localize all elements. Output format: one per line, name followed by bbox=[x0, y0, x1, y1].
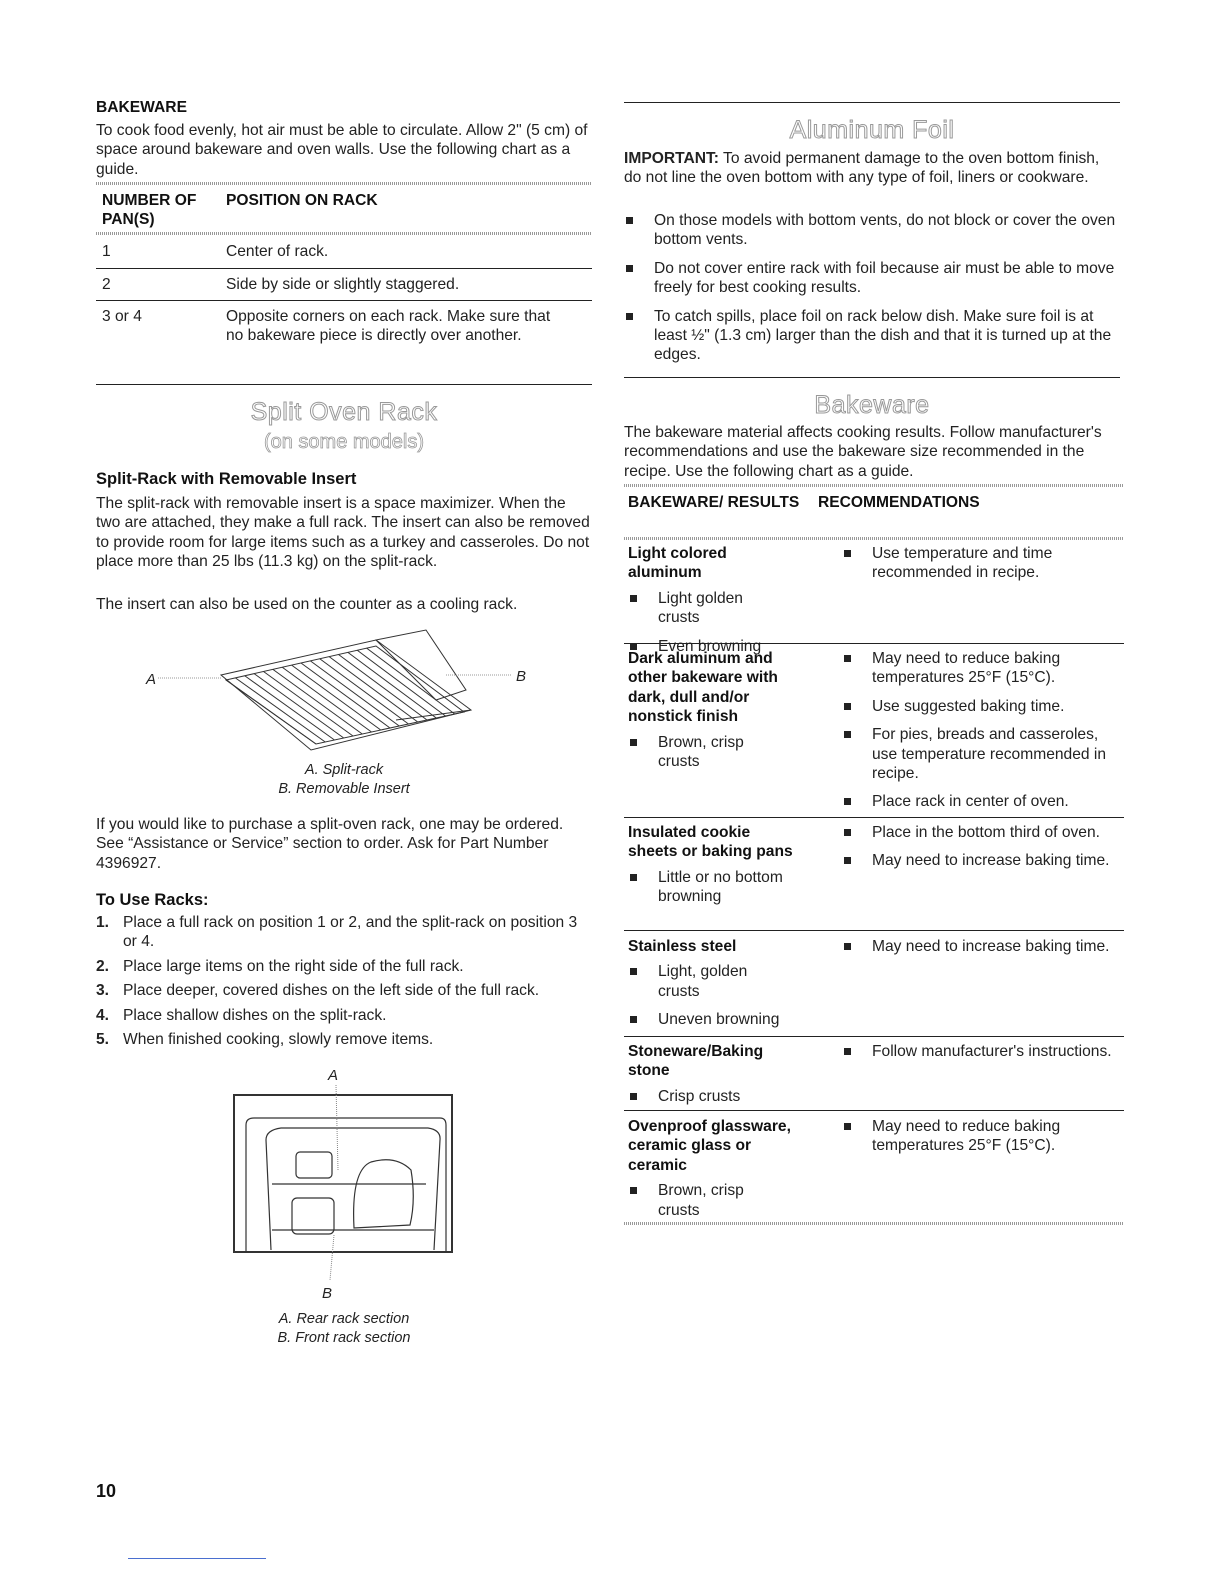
pans-cell: 3 or 4 bbox=[102, 308, 142, 325]
label-b: B bbox=[322, 1285, 333, 1300]
step bbox=[96, 981, 592, 1000]
purchase-para: If you would like to purchase a split-oven rack, one may be ordered. See “Assistance or Service” section to order. Ask for Part Number 4396927. bbox=[96, 816, 564, 872]
label-b: B bbox=[516, 668, 527, 685]
recommendations-cell bbox=[842, 544, 1118, 665]
step-number: 3. bbox=[96, 982, 110, 1000]
recommendations-cell bbox=[842, 823, 1118, 916]
recommendations-cell bbox=[842, 649, 1118, 821]
row-divider bbox=[624, 817, 1124, 818]
bakeware-cell bbox=[624, 544, 842, 665]
divider bbox=[96, 182, 592, 185]
fig1-caption-a: A. Split-rack bbox=[304, 762, 384, 778]
recommendations-cell bbox=[842, 1042, 1118, 1115]
row-divider bbox=[96, 300, 592, 301]
result-item: Brown, crisp crusts bbox=[628, 1181, 788, 1220]
result-item: Brown, crisp crusts bbox=[628, 733, 788, 772]
aluminum-foil-title: Aluminum Foil bbox=[789, 116, 955, 144]
recommendation-item: May need to increase baking time. bbox=[842, 851, 1118, 870]
result-item: Even browning bbox=[628, 637, 788, 656]
bakeware-intro-right: The bakeware material affects cooking results. Follow manufacturer's recommendations and use the bakeware size recommended in the recipe. Use the following chart as a guide. bbox=[624, 424, 1102, 480]
bullet-item: To catch spills, place foil on rack below dish. Make sure foil is at least ½" (1.3 cm) larger than the dish and that it is turned up at the edges. bbox=[624, 307, 1120, 365]
section-divider bbox=[624, 102, 1120, 103]
header-recommendations: RECOMMENDATIONS bbox=[818, 494, 980, 511]
bakeware-name: Light colored aluminum bbox=[628, 545, 727, 582]
row-divider bbox=[624, 643, 1124, 644]
table-row bbox=[624, 823, 1124, 916]
fig2-caption-a: A. Rear rack section bbox=[278, 1311, 410, 1327]
table-row bbox=[624, 937, 1124, 1039]
position-cell: Opposite corners on each rack. Make sure that no bakeware piece is directly over another. bbox=[226, 308, 551, 345]
bakeware-table-header bbox=[624, 493, 1124, 512]
fig2-caption-b: B. Front rack section bbox=[277, 1330, 411, 1346]
table-row bbox=[96, 307, 592, 346]
bakeware-name: Dark aluminum and other bakeware with dark, dull and/or nonstick finish bbox=[628, 650, 778, 726]
foil-bullets bbox=[624, 211, 1120, 365]
header-position: POSITION ON RACK bbox=[226, 192, 378, 209]
step-text: When finished cooking, slowly remove items. bbox=[123, 1031, 434, 1049]
row-divider bbox=[624, 930, 1124, 931]
divider bbox=[624, 484, 1124, 487]
recommendation-item: Use suggested baking time. bbox=[842, 697, 1118, 716]
bakeware-cell bbox=[624, 649, 842, 821]
position-cell: Center of rack. bbox=[226, 243, 329, 260]
result-item: Little or no bottom browning bbox=[628, 868, 788, 907]
cooling-rack-para: The insert can also be used on the counter as a cooling rack. bbox=[96, 596, 518, 613]
table-row bbox=[624, 544, 1124, 665]
bakeware-cell bbox=[624, 823, 842, 916]
use-racks-heading: To Use Racks: bbox=[96, 891, 209, 909]
label-a: A bbox=[146, 671, 157, 688]
result-item: Light, golden crusts bbox=[628, 962, 788, 1001]
recommendations-cell bbox=[842, 1117, 1118, 1229]
table-row bbox=[624, 1042, 1124, 1115]
split-oven-rack-subtitle: (on some models) bbox=[263, 431, 425, 453]
bakeware-cell bbox=[624, 1042, 842, 1115]
bakeware-intro: To cook food evenly, hot air must be able to circulate. Allow 2" (5 cm) of space around bakeware and oven walls. Use the following chart as a guide. bbox=[96, 122, 588, 178]
page-number: 10 bbox=[96, 1481, 117, 1501]
footer-line bbox=[128, 1558, 266, 1559]
row-divider bbox=[624, 1110, 1124, 1111]
header-pans: NUMBER OF PAN(S) bbox=[102, 192, 197, 229]
result-item: Uneven browning bbox=[628, 1010, 788, 1029]
bakeware-cell bbox=[624, 937, 842, 1039]
bullet-item: Do not cover entire rack with foil because air must be able to move freely for best cooking results. bbox=[624, 259, 1120, 298]
recommendation-item: Place rack in center of oven. bbox=[842, 792, 1118, 811]
row-divider bbox=[624, 1036, 1124, 1037]
pans-cell: 1 bbox=[102, 243, 111, 260]
table-row bbox=[624, 649, 1124, 821]
section-divider bbox=[96, 384, 592, 385]
step bbox=[96, 913, 592, 952]
recommendations-cell bbox=[842, 937, 1118, 1039]
pans-cell: 2 bbox=[102, 276, 111, 293]
bullet-item: On those models with bottom vents, do not block or cover the oven bottom vents. bbox=[624, 211, 1120, 250]
important-label: IMPORTANT: bbox=[624, 150, 719, 167]
recommendation-item: Use temperature and time recommended in recipe. bbox=[842, 544, 1118, 583]
fig1-caption-b: B. Removable Insert bbox=[278, 781, 410, 797]
oven-rack-illustration bbox=[96, 1060, 592, 1300]
use-racks-steps bbox=[96, 913, 592, 1049]
bakeware-heading: BAKEWARE bbox=[96, 99, 187, 116]
pan-table-header bbox=[96, 191, 592, 230]
step bbox=[96, 1030, 592, 1049]
step-text: Place a full rack on position 1 or 2, and the split-rack on position 3 or 4. bbox=[123, 914, 578, 951]
divider bbox=[624, 1222, 1124, 1225]
step-text: Place large items on the right side of the full rack. bbox=[123, 957, 464, 975]
bakeware-name: Stoneware/Baking stone bbox=[628, 1043, 764, 1080]
label-a: A bbox=[328, 1067, 339, 1084]
step bbox=[96, 1006, 592, 1025]
recommendation-item: May need to reduce baking temperatures 25°F (15°C). bbox=[842, 649, 1118, 688]
bakeware-cell bbox=[624, 1117, 842, 1229]
split-rack-heading: Split-Rack with Removable Insert bbox=[96, 470, 357, 488]
split-rack-para: The split-rack with removable insert is a space maximizer. When the two are attached, they make a full rack. The insert can also be removed to provide room for large items such as a turkey and casseroles. Do not place more than 25 lbs (11.3 kg) on the split-rack. bbox=[96, 495, 590, 571]
bakeware-name: Stainless steel bbox=[628, 938, 737, 955]
divider bbox=[624, 537, 1124, 540]
important-text: To avoid permanent damage to the oven bottom finish, do not line the oven bottom with any type of foil, liners or cookware. bbox=[624, 150, 1100, 187]
bakeware-title: Bakeware bbox=[814, 391, 930, 419]
step-number: 5. bbox=[96, 1031, 110, 1049]
table-row bbox=[96, 275, 592, 294]
bakeware-name: Insulated cookie sheets or baking pans bbox=[628, 824, 793, 861]
split-rack-illustration bbox=[96, 620, 592, 760]
step-text: Place deeper, covered dishes on the left side of the full rack. bbox=[123, 982, 540, 1000]
table-row bbox=[624, 1117, 1124, 1229]
recommendation-item: May need to reduce baking temperatures 25°F (15°C). bbox=[842, 1117, 1118, 1156]
split-oven-rack-title: Split Oven Rack bbox=[250, 398, 438, 426]
recommendation-item: May need to increase baking time. bbox=[842, 937, 1118, 956]
step bbox=[96, 957, 592, 976]
row-divider bbox=[96, 268, 592, 269]
divider bbox=[96, 232, 592, 235]
step-number: 1. bbox=[96, 914, 110, 931]
recommendation-item: Place in the bottom third of oven. bbox=[842, 823, 1118, 842]
header-bakeware: BAKEWARE/ RESULTS bbox=[628, 494, 800, 511]
result-item: Crisp crusts bbox=[628, 1087, 788, 1106]
step-text: Place shallow dishes on the split-rack. bbox=[123, 1006, 387, 1024]
position-cell: Side by side or slightly staggered. bbox=[226, 276, 460, 293]
table-row bbox=[96, 242, 592, 261]
section-divider bbox=[624, 377, 1120, 378]
result-item: Light golden crusts bbox=[628, 589, 788, 628]
recommendation-item: For pies, breads and casseroles, use temperature recommended in recipe. bbox=[842, 725, 1118, 783]
step-number: 4. bbox=[96, 1006, 110, 1024]
recommendation-item: Follow manufacturer's instructions. bbox=[842, 1042, 1118, 1061]
step-number: 2. bbox=[96, 957, 110, 975]
important-note bbox=[624, 149, 1120, 188]
bakeware-name: Ovenproof glassware, ceramic glass or ceramic bbox=[628, 1118, 791, 1174]
